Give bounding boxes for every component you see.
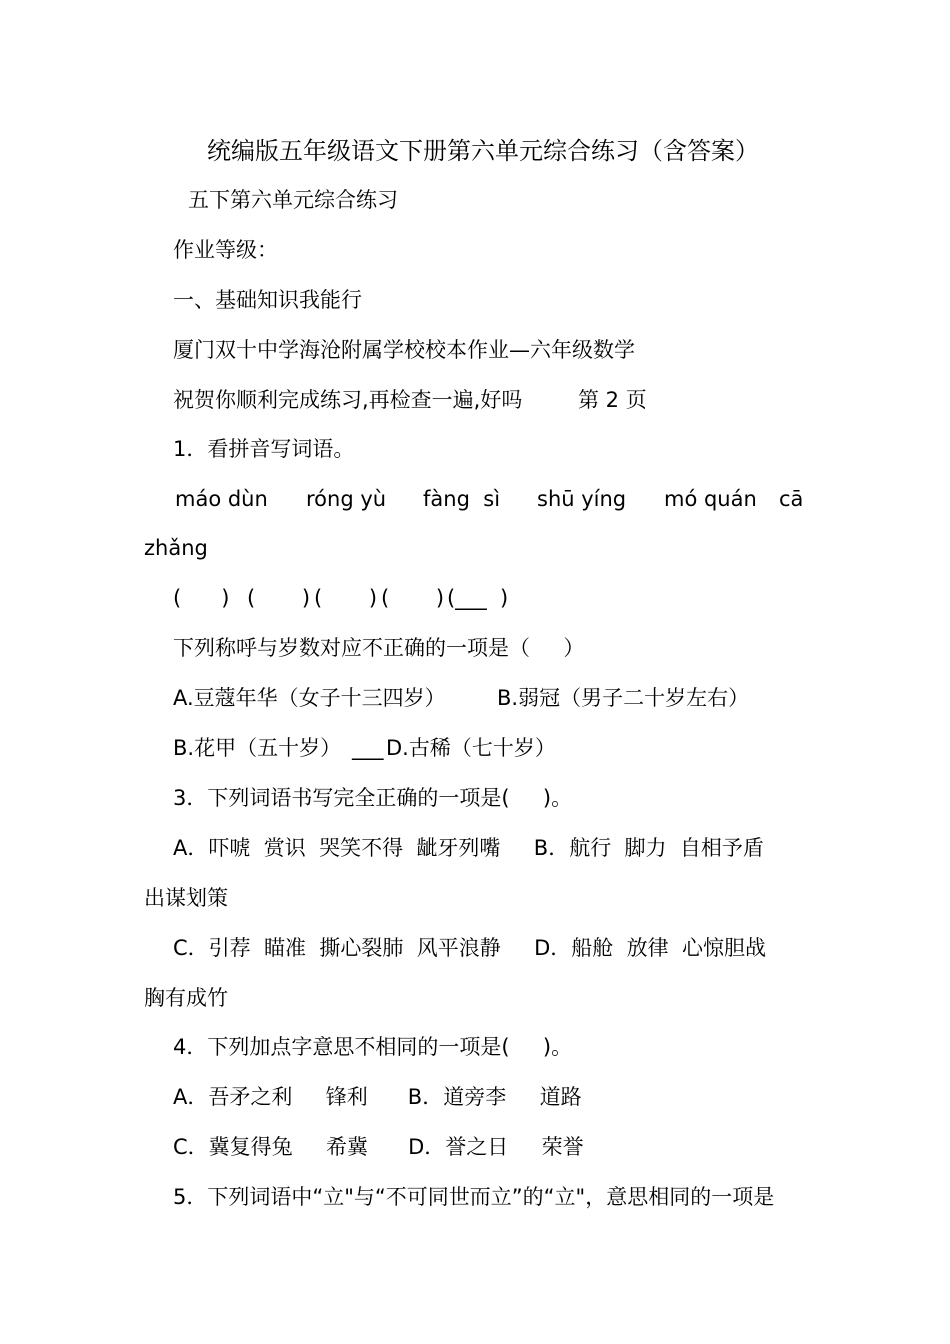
- encourage-text: 祝贺你顺利完成练习,再检查一遍,好吗: [173, 388, 523, 412]
- document-title: 统编版五年级语文下册第六单元综合练习（含答案）: [207, 137, 759, 165]
- pinyin-2: róng yù: [306, 487, 387, 511]
- pinyin-6: cā: [779, 487, 804, 511]
- question-3-options-cd: C．引荐 瞄准 撕心裂肺 风平浪静 D．船舱 放律 心惊胆战: [173, 936, 766, 960]
- answer-blank-2: ( ): [247, 586, 311, 610]
- subtitle: 五下第六单元综合练习: [188, 188, 398, 212]
- question-4-prompt: 4．下列加点字意思不相同的一项是( )。: [173, 1035, 573, 1059]
- answer-blank-5: (___ ): [447, 586, 509, 610]
- question-4-options-ab: A．吾矛之利 锋利 B．道旁李 道路: [173, 1085, 582, 1109]
- question-2-option-b: B.弱冠（男子二十岁左右）: [497, 686, 750, 710]
- question-2-option-a: A.豆蔻年华（女子十三四岁）: [173, 686, 446, 710]
- question-2-separator: ___: [352, 736, 384, 760]
- question-3-options-cd-cont: 胸有成竹: [144, 986, 228, 1010]
- section-heading: 一、基础知识我能行: [173, 288, 362, 312]
- question-3-prompt: 3．下列词语书写完全正确的一项是( )。: [173, 786, 573, 810]
- school-line: 厦门双十中学海沧附属学校校本作业—六年级数学: [173, 338, 635, 362]
- pinyin-6-cont: zhǎng: [144, 536, 208, 560]
- pinyin-5: mó quán: [664, 487, 757, 511]
- question-1-prompt: 1．看拼音写词语。: [173, 437, 355, 461]
- question-2-prompt: 下列称呼与岁数对应不正确的一项是（ ）: [173, 636, 585, 660]
- question-5-prompt: 5．下列词语中“立"与“不可同世而立”的“立"，意思相同的一项是: [173, 1185, 775, 1209]
- answer-blank-4: ( ): [381, 586, 445, 610]
- question-2-option-d: D.古稀（七十岁）: [386, 736, 556, 760]
- question-3-options-ab: A．吓唬 赏识 哭笑不得 龇牙列嘴 B．航行 脚力 自相予盾: [173, 836, 764, 860]
- pinyin-4: shū yíng: [537, 487, 627, 511]
- question-3-options-ab-cont: 出谋划策: [144, 886, 228, 910]
- pinyin-3: fàng sì: [423, 487, 501, 511]
- answer-blank-3: ( ): [314, 586, 378, 610]
- question-4-options-cd: C．冀复得兔 希冀 D．誉之日 荣誉: [173, 1135, 584, 1159]
- question-2-option-c: B.花甲（五十岁）: [173, 736, 342, 760]
- answer-blank-1: ( ): [173, 586, 230, 610]
- pinyin-1: máo dùn: [175, 487, 268, 511]
- grade-label: 作业等级：: [173, 238, 278, 262]
- page-number: 第 2 页: [578, 388, 647, 412]
